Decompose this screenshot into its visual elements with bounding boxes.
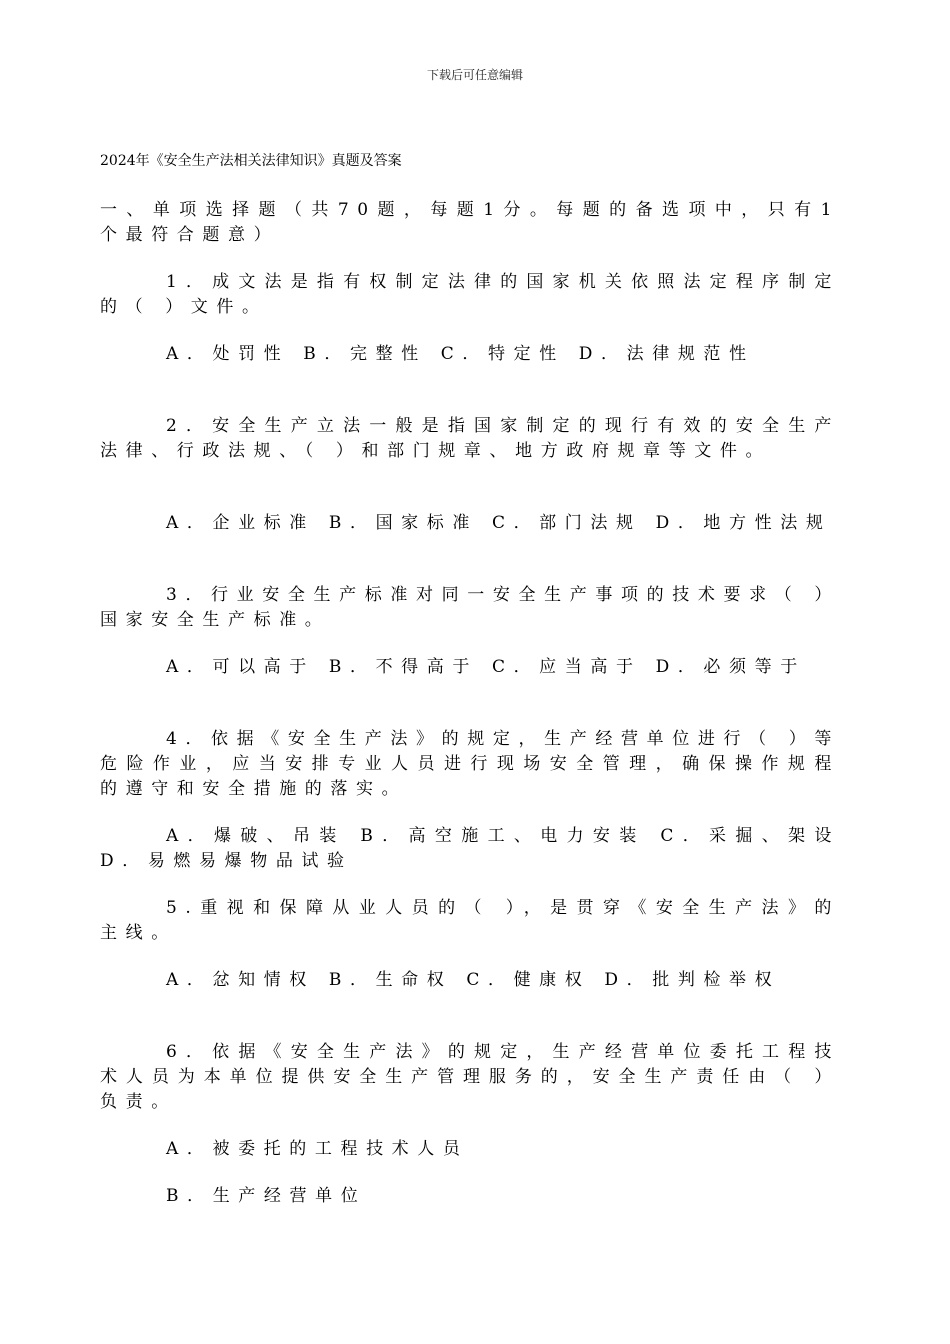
question-2-stem: 2．安全生产立法一般是指国家制定的现行有效的安全生产法律、行政法规、（ ）和部门规章、地方政府规章等文件。 xyxy=(100,416,840,461)
question-3-stem: 3．行业安全生产标准对同一安全生产事项的技术要求（ ）国家安全生产标准。 xyxy=(100,585,840,630)
question-4-stem: 4．依据《安全生产法》的规定，生产经营单位进行（ ）等危险作业，应当安排专业人员进行现场安全管理，确保操作规程的遵守和安全措施的落实。 xyxy=(100,729,840,799)
question-1-options: A．处罚性 B．完整性 C．特定性 D．法律规范性 xyxy=(166,344,755,364)
page-header: 下载后可任意编辑 xyxy=(426,68,523,82)
question-2-options: A．企业标准 B．国家标准 C．部门法规 D．地方性法规 xyxy=(166,513,832,533)
section-heading: 一、单项选择题（共70题，每题1分。每题的备选项中，只有1个最符合题意） xyxy=(100,200,840,245)
question-4-options: A．爆破、吊装 B．高空施工、电力安装 C．采掘、架设 D．易燃易爆物品试验 xyxy=(100,826,840,871)
question-6-option-a: A．被委托的工程技术人员 xyxy=(166,1139,469,1159)
question-5-stem: 5.重视和保障从业人员的（ ），是贯穿《安全生产法》的主线。 xyxy=(100,898,840,943)
question-6-option-b: B．生产经营单位 xyxy=(166,1186,367,1206)
question-6-stem: 6．依据《安全生产法》的规定，生产经营单位委托工程技术人员为本单位提供安全生产管理服务的，安全生产责任由（ ）负责。 xyxy=(100,1042,840,1112)
question-5-options: A．忿知情权 B．生命权 C．健康权 D．批判检举权 xyxy=(166,970,781,990)
document-title: 2024年《安全生产法相关法律知识》真题及答案 xyxy=(100,153,402,169)
question-3-options: A．可以高于 B．不得高于 C．应当高于 D．必须等于 xyxy=(166,657,806,677)
question-1-stem: 1．成文法是指有权制定法律的国家机关依照法定程序制定的（ ）文件。 xyxy=(100,272,840,317)
